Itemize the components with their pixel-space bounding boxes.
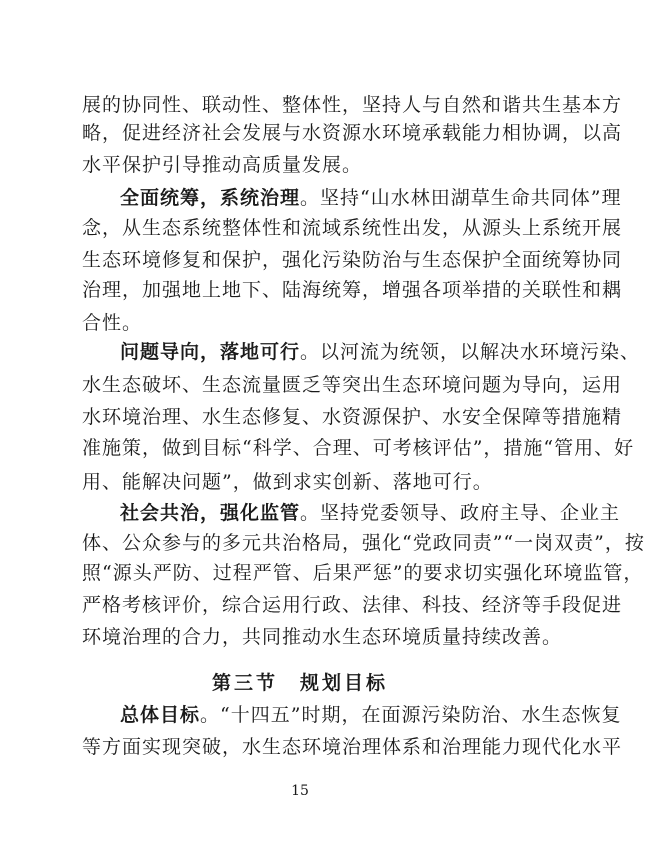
- section-title: 规划目标: [300, 672, 389, 694]
- text-line: 准施策，做到目标“科学、合理、可考核评估”，措施“管用、好: [82, 437, 635, 459]
- paragraph-lead-line: [120, 340, 641, 364]
- text-line: 治理，加强地上地下、陆海统筹，增强各项举措的关联性和耦: [82, 279, 623, 301]
- text-line: 环境治理的合力，共同推动水生态环境质量持续改善。: [82, 626, 563, 648]
- text-line: 用、能解决问题”，做到求实创新、落地可行。: [82, 471, 493, 493]
- text-line: 照“源头严防、过程严管、后果严惩”的要求切实强化环境监管，: [82, 562, 644, 584]
- text-line: 水生态破坏、生态流量匮乏等突出生态环境问题为导向，运用: [82, 374, 623, 396]
- text-line: 严格考核评价，综合运用行政、法律、科技、经济等手段促进: [82, 594, 623, 616]
- paragraph-lead-line: [120, 186, 622, 210]
- text-span: 。“十四五”时期，在面源污染防治、水生态恢复: [200, 704, 622, 726]
- text-line: 水环境治理、水生态修复、水资源保护、水安全保障等措施精: [82, 406, 623, 428]
- bold-lead: 全面统筹，系统治理: [120, 187, 301, 209]
- bold-lead: 问题导向，落地可行: [120, 341, 301, 363]
- paragraph-lead-line: [120, 703, 622, 727]
- text-line: 水平保护引导推动高质量发展。: [82, 154, 363, 176]
- text-line: 生态环境修复和保护，强化污染防治与生态保护全面统筹协同: [82, 249, 623, 271]
- text-span: 。以河流为统领，以解决水环境污染、: [300, 341, 641, 363]
- text-line: 等方面实现突破，水生态环境治理体系和治理能力现代化水平: [82, 736, 623, 758]
- section-number: 第三节: [211, 672, 278, 694]
- text-line: 略，促进经济社会发展与水资源水环境承载能力相协调，以高: [82, 122, 623, 144]
- text-span: 。坚持“山水林田湖草生命共同体”理: [300, 187, 622, 209]
- text-line: 体、公众参与的多元共治格局，强化“党政同责”“一岗双责”，按: [82, 532, 645, 554]
- page-number: 15: [291, 783, 309, 799]
- text-line: 念，从生态系统整体性和流域系统性出发，从源头上系统开展: [82, 217, 623, 239]
- text-line: 展的协同性、联动性、整体性，坚持人与自然和谐共生基本方: [82, 94, 623, 116]
- text-span: 。坚持党委领导、政府主导、企业主: [300, 502, 621, 524]
- section-heading: [0, 668, 600, 695]
- bold-lead: 社会共治，强化监管: [120, 502, 301, 524]
- bold-lead: 总体目标: [120, 704, 201, 726]
- paragraph-lead-line: [120, 501, 621, 525]
- text-line: 合性。: [82, 312, 143, 334]
